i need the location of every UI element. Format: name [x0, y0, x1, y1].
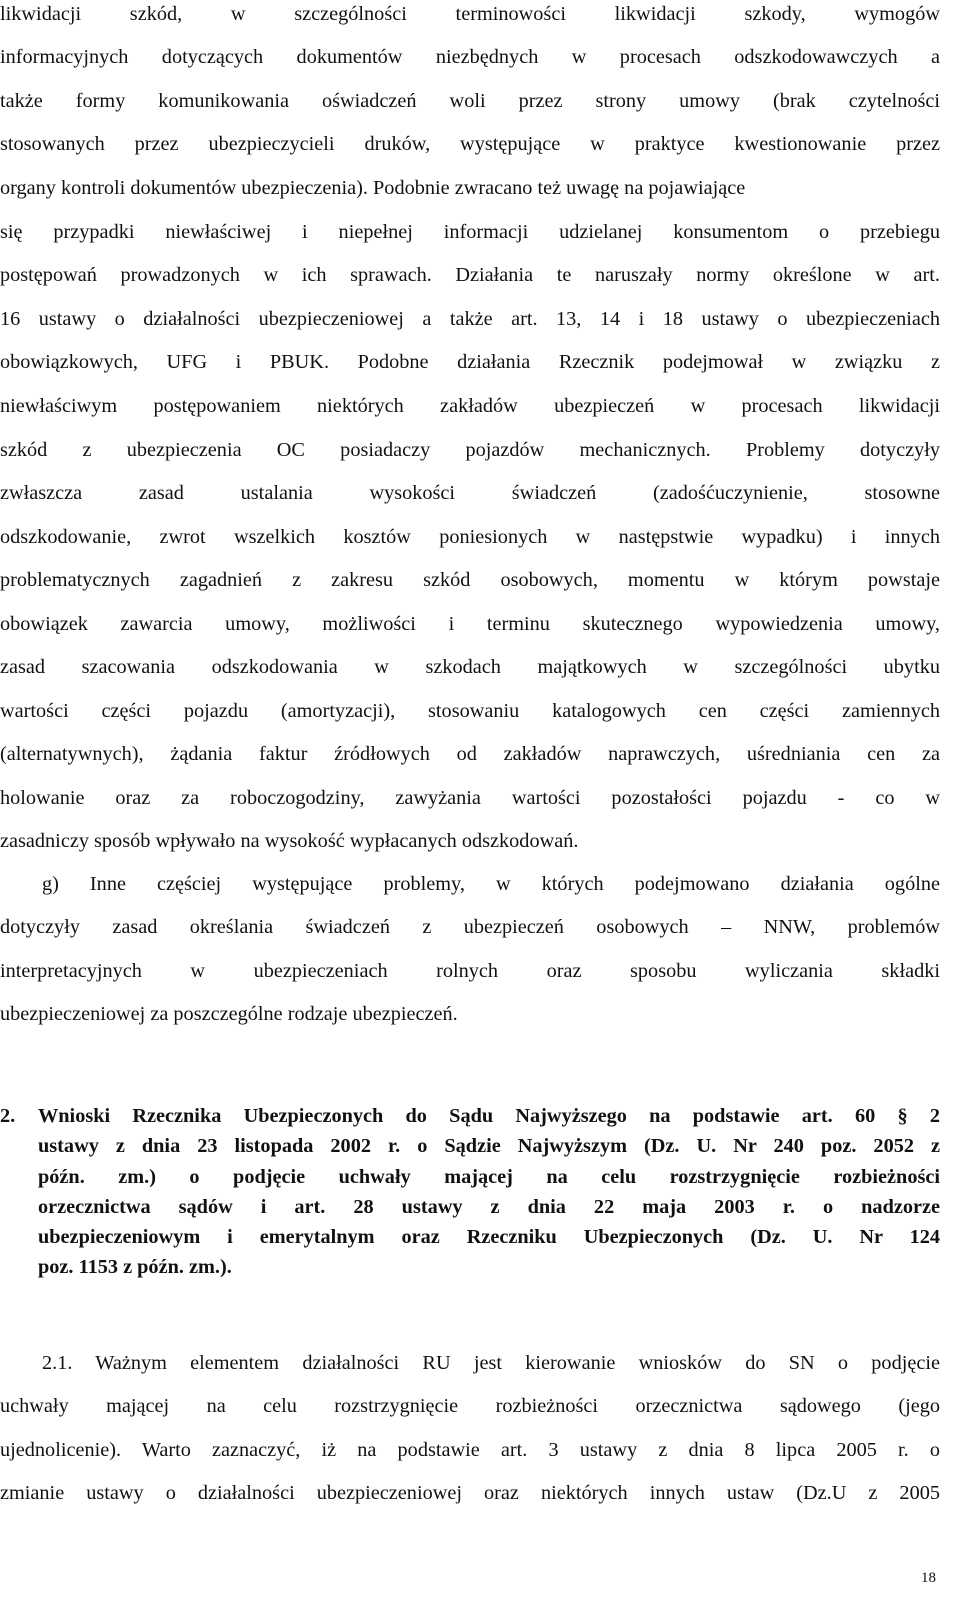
text-line: 2.1. Ważnym elementem działalności RU jest kierowanie wniosków do SN o podjęcie [42, 1352, 940, 1374]
text-line: interpretacyjnych w ubezpieczeniach rolnych oraz sposobu wyliczania składki [0, 960, 940, 982]
text-line: także formy komunikowania oświadczeń woli przez strony umowy (brak czytelności [0, 90, 940, 112]
page-number: 18 [921, 1570, 936, 1586]
text-line: stosowanych przez ubezpieczycieli druków, występujące w praktyce kwestionowanie przez [0, 133, 940, 155]
text-line: uchwały mającej na celu rozstrzygnięcie rozbieżności orzecznictwa sądowego (jego [0, 1395, 940, 1417]
text-line: g) Inne częściej występujące problemy, w których podejmowano działania ogólne [42, 873, 940, 895]
text-line: (alternatywnych), żądania faktur źródłowych od zakładów naprawczych, uśredniania cen za [0, 743, 940, 765]
heading-line: poz. 1153 z późn. zm.). [38, 1256, 232, 1278]
text-line: zasad szacowania odszkodowania w szkodach majątkowych w szczególności ubytku [0, 656, 940, 678]
heading-line: ubezpieczeniowym i emerytalnym oraz Rzeczniku Ubezpieczonych (Dz. U. Nr 124 [38, 1226, 940, 1248]
text-line: obowiązek zawarcia umowy, możliwości i terminu skutecznego wypowiedzenia umowy, [0, 613, 940, 635]
text-line: zmianie ustawy o działalności ubezpieczeniowej oraz niektórych innych ustaw (Dz.U z 2005 [0, 1482, 940, 1504]
text-line: 16 ustawy o działalności ubezpieczeniowej a także art. 13, 14 i 18 ustawy o ubezpieczeniach [0, 308, 940, 330]
text-line: wartości części pojazdu (amortyzacji), stosowaniu katalogowych cen części zamiennych [0, 700, 940, 722]
text-line: zasadniczy sposób wpływało na wysokość wypłacanych odszkodowań. [0, 830, 579, 852]
heading-line: ustawy z dnia 23 listopada 2002 r. o Sądzie Najwyższym (Dz. U. Nr 240 poz. 2052 z [38, 1135, 940, 1157]
text-line: niewłaściwym postępowaniem niektórych zakładów ubezpieczeń w procesach likwidacji [0, 395, 940, 417]
text-line: ubezpieczeniowej za poszczególne rodzaje ubezpieczeń. [0, 1003, 458, 1025]
text-line: holowanie oraz za roboczogodziny, zawyżania wartości pozostałości pojazdu - co w [0, 787, 940, 809]
text-line: obowiązkowych, UFG i PBUK. Podobne działania Rzecznik podejmował w związku z [0, 351, 940, 373]
text-line: się przypadki niewłaściwej i niepełnej informacji udzielanej konsumentom o przebiegu [0, 221, 940, 243]
text-line: informacyjnych dotyczących dokumentów niezbędnych w procesach odszkodowawczych a [0, 46, 940, 68]
text-line: zwłaszcza zasad ustalania wysokości świadczeń (zadośćuczynienie, stosowne [0, 482, 940, 504]
text-line: organy kontroli dokumentów ubezpieczenia). Podobnie zwracano też uwagę na pojawiające [0, 177, 746, 199]
heading-line: późn. zm.) o podjęcie uchwały mającej na celu rozstrzygnięcie rozbieżności [38, 1166, 940, 1188]
text-line: dotyczyły zasad określania świadczeń z ubezpieczeń osobowych – NNW, problemów [0, 916, 940, 938]
text-line: problematycznych zagadnień z zakresu szkód osobowych, momentu w którym powstaje [0, 569, 940, 591]
section-number: 2. [0, 1105, 16, 1127]
heading-line: orzecznictwa sądów i art. 28 ustawy z dnia 22 maja 2003 r. o nadzorze [38, 1196, 940, 1218]
text-line: ujednolicenie). Warto zaznaczyć, iż na podstawie art. 3 ustawy z dnia 8 lipca 2005 r. o [0, 1439, 940, 1461]
text-line: postępowań prowadzonych w ich sprawach. Działania te naruszały normy określone w art. [0, 264, 940, 286]
text-line: likwidacji szkód, w szczególności terminowości likwidacji szkody, wymogów [0, 3, 940, 25]
text-line: szkód z ubezpieczenia OC posiadaczy pojazdów mechanicznych. Problemy dotyczyły [0, 439, 940, 461]
text-line: odszkodowanie, zwrot wszelkich kosztów poniesionych w następstwie wypadku) i innych [0, 526, 940, 548]
heading-line: Wnioski Rzecznika Ubezpieczonych do Sądu Najwyższego na podstawie art. 60 § 2 [38, 1105, 940, 1127]
